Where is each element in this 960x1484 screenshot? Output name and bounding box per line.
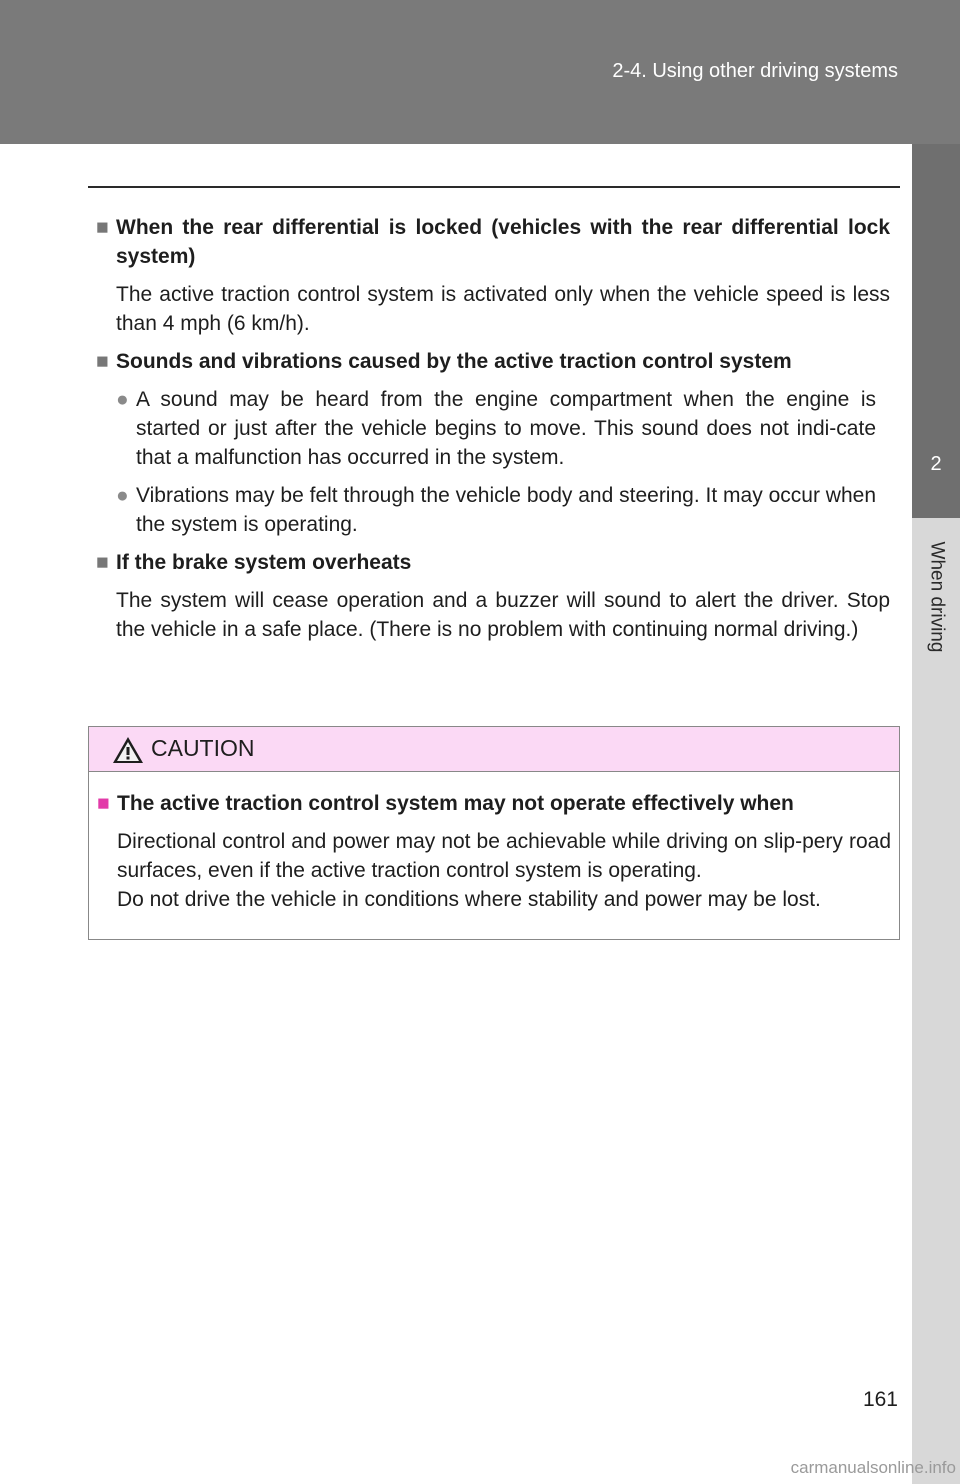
caution-box bbox=[88, 726, 900, 940]
list-item bbox=[96, 481, 890, 539]
warning-triangle-icon bbox=[111, 735, 145, 765]
header-bar bbox=[0, 0, 960, 144]
chapter-tab-label-wrap bbox=[912, 532, 960, 662]
watermark: carmanualsonline.info bbox=[790, 1458, 956, 1477]
caution-heading bbox=[97, 789, 891, 818]
chapter-tab-number bbox=[912, 144, 960, 518]
square-bullet-icon: ■ bbox=[96, 551, 109, 574]
section-heading bbox=[96, 548, 890, 577]
caution-heading-text: The active traction control system may not operate effectively when bbox=[117, 792, 794, 815]
chapter-tab-label: When driving bbox=[926, 541, 948, 653]
section-heading-text: If the brake system overheats bbox=[116, 551, 412, 574]
list-item-text: A sound may be heard from the engine compartment when the engine is started or just after the vehicle begins to move. This sound does not indi-cate that a malfunction has occurred in the system. bbox=[136, 388, 876, 469]
page-number: 161 bbox=[862, 1388, 898, 1411]
chapter-tab-panel bbox=[912, 518, 960, 1484]
caution-title: CAUTION bbox=[151, 735, 255, 761]
section-heading-text: Sounds and vibrations caused by the active traction control system bbox=[116, 350, 792, 373]
section-heading-text: When the rear differential is locked (vehicles with the rear differential lock system) bbox=[116, 216, 890, 268]
section-body: The active traction control system is activated only when the vehicle speed is less than 4 mph (6 km/h). bbox=[116, 283, 890, 335]
header-divider bbox=[88, 186, 900, 188]
chapter-number: 2 bbox=[930, 453, 942, 475]
bullet-list bbox=[96, 385, 890, 539]
square-bullet-icon: ■ bbox=[96, 216, 109, 239]
round-bullet-icon: ● bbox=[116, 388, 129, 411]
main-content bbox=[96, 213, 890, 653]
square-bullet-icon: ■ bbox=[96, 350, 109, 373]
list-item-text: Vibrations may be felt through the vehicle body and steering. It may occur when the system is operating. bbox=[136, 484, 876, 536]
caution-paragraph: Do not drive the vehicle in conditions where stability and power may be lost. bbox=[117, 888, 821, 911]
list-item bbox=[96, 385, 890, 472]
section-heading bbox=[96, 347, 890, 376]
section-heading bbox=[96, 213, 890, 271]
square-bullet-icon: ■ bbox=[97, 792, 110, 815]
section-body: The system will cease operation and a buzzer will sound to alert the driver. Stop the vehicle in a safe place. (There is no problem with continuing normal driving.) bbox=[116, 589, 890, 641]
caution-body bbox=[97, 789, 891, 914]
caution-paragraph: Directional control and power may not be achievable while driving on slip-pery road surfaces, even if the active traction control system is operating. bbox=[117, 830, 891, 882]
round-bullet-icon: ● bbox=[116, 484, 129, 507]
caution-header bbox=[89, 727, 899, 772]
section-title: 2-4. Using other driving systems bbox=[612, 60, 898, 82]
